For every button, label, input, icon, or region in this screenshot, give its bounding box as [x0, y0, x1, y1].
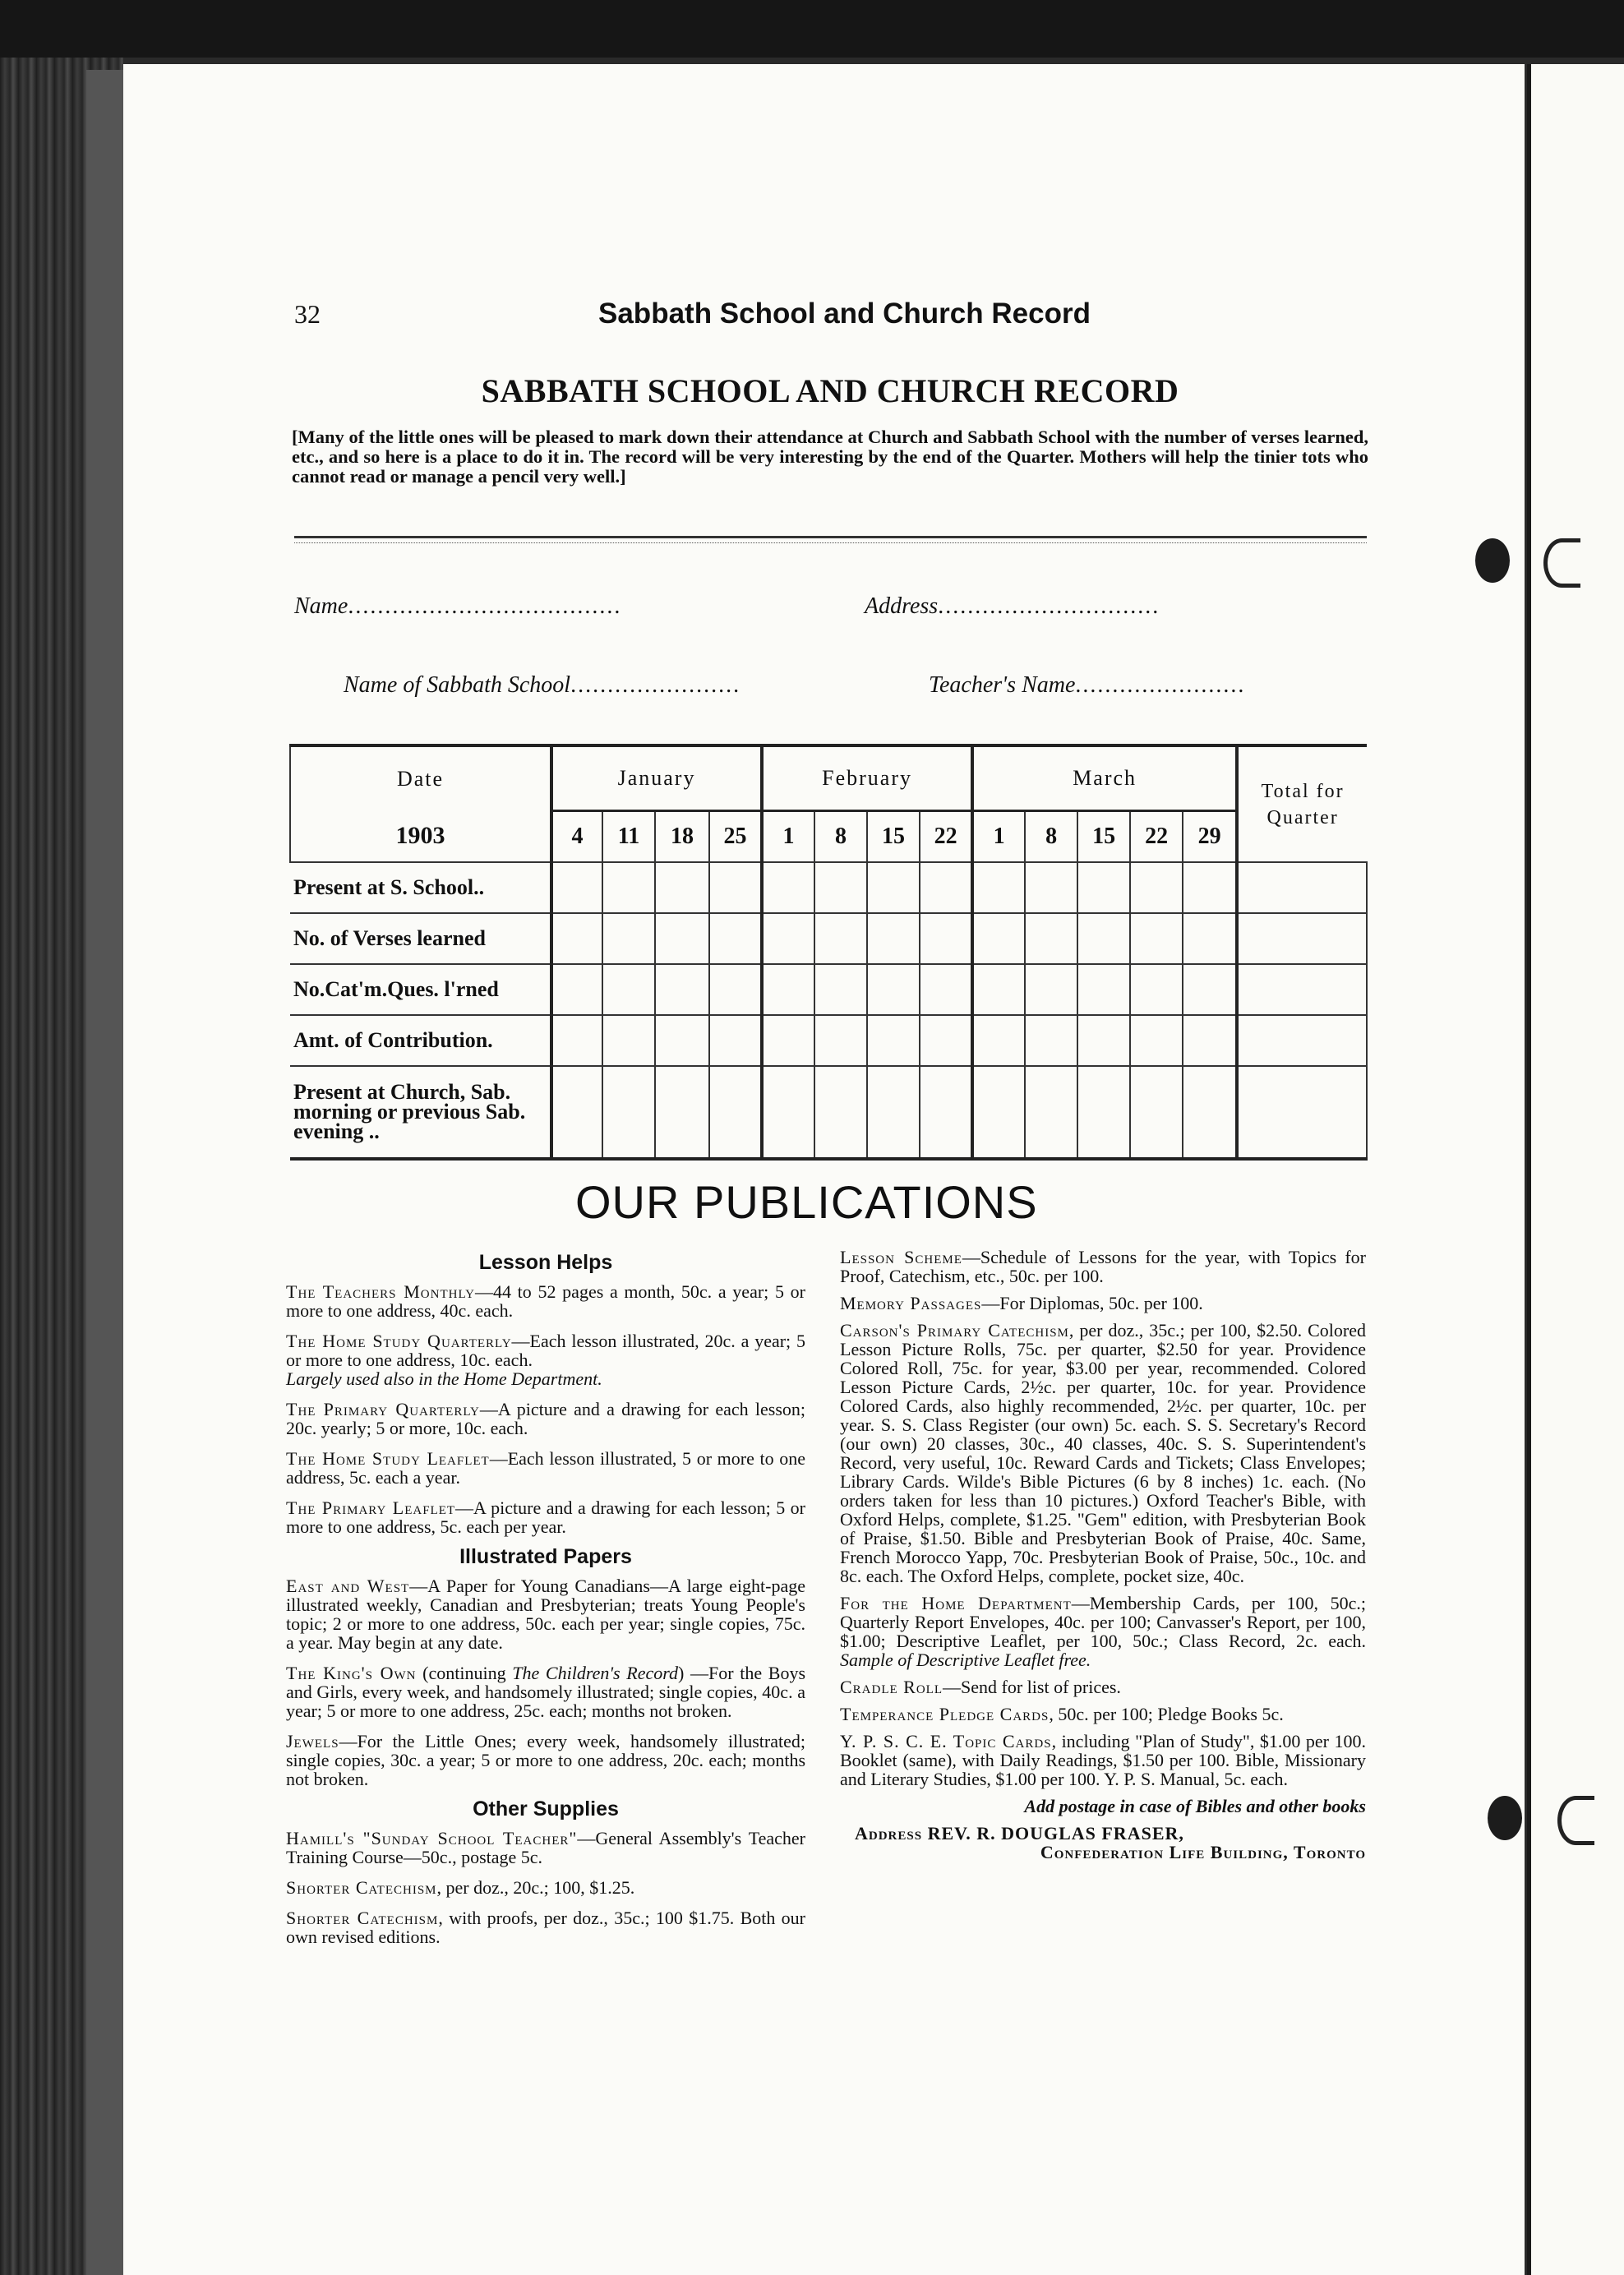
total-cell[interactable] — [1237, 1015, 1367, 1066]
divider — [294, 536, 1367, 538]
publication-item: The King's Own (continuing The Children's Record) —For the Boys and Girls, every week, and handsomely illustrated; single copies, 40c. a year; 5 or more to one address, 25c. each; months not broken. — [286, 1663, 806, 1721]
teacher-label: Teacher's Name — [929, 672, 1076, 698]
publication-item: Shorter Catechism, with proofs, per doz., 35c.; 100 $1.75. Both our own revised editions. — [286, 1908, 806, 1947]
publication-item: East and West—A Paper for Young Canadians—A large eight-page illustrated weekly, Canadian and Presbyterian; treats Young People's topic; 2 or more to one address, 50c. each per year; single copies, 75c. a year. May begin at any date. — [286, 1576, 805, 1653]
record-cell[interactable] — [709, 1066, 762, 1159]
record-cell[interactable] — [1183, 913, 1237, 964]
record-cell[interactable] — [1130, 1066, 1183, 1159]
record-cell[interactable] — [1130, 862, 1183, 913]
publication-item: Cradle Roll—Send for list of prices. — [840, 1677, 1121, 1697]
record-cell[interactable] — [1077, 1066, 1130, 1159]
record-cell[interactable] — [762, 913, 814, 964]
record-cell[interactable] — [1130, 1015, 1183, 1066]
record-cell[interactable] — [709, 862, 762, 913]
row-label: No.Cat'm.Ques. l'rned — [290, 964, 551, 1015]
record-cell[interactable] — [814, 862, 867, 913]
record-cell[interactable] — [602, 862, 655, 913]
record-cell[interactable] — [602, 964, 655, 1015]
record-cell[interactable] — [1025, 1015, 1077, 1066]
record-cell[interactable] — [655, 1066, 709, 1159]
row-label: Present at Church, Sab. morning or previous Sab. evening .. — [290, 1066, 551, 1159]
publication-item: The Home Study Leaflet—Each lesson illustrated, 5 or more to one address, 5c. each a year. — [286, 1448, 805, 1488]
record-cell[interactable] — [920, 1066, 972, 1159]
binder-hole-icon — [1475, 538, 1510, 583]
record-cell[interactable] — [602, 1015, 655, 1066]
day-header: 1 — [972, 811, 1025, 863]
scan-background — [0, 0, 1624, 58]
record-row — [290, 913, 1367, 964]
publication-item: Carson's Primary Catechism, per doz., 35c.; per 100, $2.50. Colored Lesson Picture Rolls, 75c. per quarter, $2.50 for year. Providence Colored Roll, 75c. for year, $3.00 per year, recommended. Colored Lesson Picture Cards, 2½c. per quarter, 10c. for year. Providence Colored Cards, also highly recommended, 2½c. per quarter, 10c. per year. S. S. Class Register (our own) 5c. each. S. S. Secretary's Record (our own) 20 classes, 30c., 40 classes, 40c. S. S. Superintendent's Record, very useful, 10c. Reward Cards and Tickets; Class Envelopes; Library Cards. Wilde's Bible Pictures (6 by 8 inches) 1c. each. (No orders taken for less than 10 pictures.) Oxford Teacher's Bible, with Oxford Helps, complete, $1.25. "Gem" edition, with Presbyterian Book of Praise, $1.50. Bible and Presbyterian Book of Praise, 40c. Same, French Morocco Yapp, 70c. Presbyterian Book of Praise, 50c., 10c. and 8c. each. The Oxford Helps, complete, pocket size, 40c. — [840, 1320, 1367, 1586]
record-cell[interactable] — [920, 913, 972, 964]
teacher-field[interactable]: Teacher's Name....................... — [929, 672, 1246, 698]
record-cell[interactable] — [655, 862, 709, 913]
day-header: 8 — [1025, 811, 1077, 863]
publication-item: Y. P. S. C. E. Topic Cards, including "Plan of Study", $1.00 per 100. Booklet (same), with Daily Readings, $1.50 per 100. Bible, Missionary and Literary Studies, $1.00 per 100. Y. P. S. Manual, 5c. each. — [840, 1731, 1366, 1789]
name-field[interactable]: Name..................................... — [294, 593, 622, 619]
total-header: Total for Quarter — [1237, 745, 1367, 862]
day-header: 25 — [709, 811, 762, 863]
publication-item: Hamill's "Sunday School Teacher"—General Assembly's Teacher Training Course—50c., postage 5c. — [286, 1828, 806, 1867]
day-header: 4 — [551, 811, 602, 863]
record-cell[interactable] — [762, 964, 814, 1015]
record-row — [290, 1066, 1367, 1159]
row-label: Present at S. School.. — [290, 862, 551, 913]
record-cell[interactable] — [920, 1015, 972, 1066]
adjacent-page-edge — [1527, 64, 1624, 2275]
binder-hole-icon — [1488, 1796, 1522, 1840]
record-cell[interactable] — [814, 913, 867, 964]
record-cell[interactable] — [1077, 1015, 1130, 1066]
record-cell[interactable] — [655, 1015, 709, 1066]
school-label: Name of Sabbath School — [344, 672, 571, 698]
record-cell[interactable] — [1025, 964, 1077, 1015]
record-cell[interactable] — [814, 964, 867, 1015]
postage-note: Add postage in case of Bibles and other books — [1024, 1796, 1366, 1816]
publication-item: The Home Study Quarterly—Each lesson illustrated, 20c. a year; 5 or more to one address, 10c. each. Largely used also in the Home Department. — [286, 1331, 806, 1389]
record-cell[interactable] — [972, 862, 1025, 913]
month-header-january: January — [551, 745, 762, 811]
record-cell[interactable] — [762, 862, 814, 913]
record-row — [290, 1015, 1367, 1066]
record-cell[interactable] — [655, 913, 709, 964]
record-cell[interactable] — [602, 1066, 655, 1159]
publication-item: The Primary Quarterly—A picture and a drawing for each lesson; 20c. yearly; 5 or more, 10c. each. — [286, 1399, 805, 1438]
address-line: Confederation Life Building, Toronto — [1040, 1842, 1366, 1862]
record-cell[interactable] — [867, 862, 920, 913]
book-spine-shadow — [86, 70, 123, 2275]
record-cell[interactable] — [867, 913, 920, 964]
record-row — [290, 862, 1367, 913]
record-cell[interactable] — [814, 1015, 867, 1066]
day-header: 11 — [602, 811, 655, 863]
day-header: 22 — [920, 811, 972, 863]
section-heading-lesson-helps: Lesson Helps — [478, 1251, 613, 1274]
total-cell[interactable] — [1237, 862, 1367, 913]
attendance-record-table — [289, 744, 1368, 1161]
section-heading-illustrated-papers: Illustrated Papers — [459, 1545, 632, 1568]
record-cell[interactable] — [867, 964, 920, 1015]
record-cell[interactable] — [1130, 964, 1183, 1015]
year-header: 1903 — [290, 811, 551, 863]
record-cell[interactable] — [762, 1015, 814, 1066]
binder-ring-icon — [1543, 538, 1580, 588]
total-cell[interactable] — [1237, 964, 1367, 1015]
day-header: 22 — [1130, 811, 1183, 863]
publication-item: Jewels—For the Little Ones; every week, handsomely illustrated; single copies, 30c. a year; 5 or more to one address, 20c. each; months not broken. — [286, 1731, 805, 1789]
school-field[interactable]: Name of Sabbath School....................... — [344, 672, 741, 698]
day-header: 8 — [814, 811, 867, 863]
day-header: 1 — [762, 811, 814, 863]
record-cell[interactable] — [709, 964, 762, 1015]
page-title: SABBATH SCHOOL AND CHURCH RECORD — [481, 372, 1179, 409]
record-cell[interactable] — [920, 964, 972, 1015]
row-label: Amt. of Contribution. — [290, 1015, 551, 1066]
day-header: 15 — [1077, 811, 1130, 863]
address-field[interactable]: Address.............................. — [865, 593, 1160, 619]
publication-item: For the Home Department—Membership Cards, per 100, 50c.; Quarterly Report Envelopes, 40c. per 100; Canvasser's Report, per 100, $1.00; Descriptive Leaflet, per 100, 50c.; Class Record, 2c. each. Sample of Descriptive Leaflet free. — [840, 1593, 1366, 1670]
month-header-march: March — [972, 745, 1237, 811]
publication-item: Temperance Pledge Cards, 50c. per 100; Pledge Books 5c. — [840, 1704, 1284, 1724]
publications-heading: OUR PUBLICATIONS — [575, 1176, 1038, 1228]
record-cell[interactable] — [551, 1066, 602, 1159]
left-column — [286, 1245, 805, 1958]
month-header-february: February — [762, 745, 972, 811]
publication-item: The Primary Leaflet—A picture and a drawing for each lesson; 5 or more to one address, 5c. each per year. — [286, 1497, 805, 1537]
day-header: 29 — [1183, 811, 1237, 863]
record-cell[interactable] — [1183, 1015, 1237, 1066]
record-cell[interactable] — [1077, 913, 1130, 964]
right-column — [840, 1248, 1366, 1862]
record-cell[interactable] — [972, 913, 1025, 964]
total-cell[interactable] — [1237, 913, 1367, 964]
publication-item: Shorter Catechism, per doz., 20c.; 100, $1.25. — [286, 1877, 635, 1898]
page-number: 32 — [294, 299, 321, 329]
record-cell[interactable] — [762, 1066, 814, 1159]
record-cell[interactable] — [1183, 964, 1237, 1015]
running-title: Sabbath School and Church Record — [598, 298, 1091, 330]
record-cell[interactable] — [1025, 913, 1077, 964]
record-cell[interactable] — [972, 1066, 1025, 1159]
record-cell[interactable] — [551, 913, 602, 964]
record-cell[interactable] — [920, 862, 972, 913]
record-cell[interactable] — [1183, 1066, 1237, 1159]
record-cell[interactable] — [972, 1015, 1025, 1066]
record-cell[interactable] — [1025, 1066, 1077, 1159]
address-line: Address REV. R. DOUGLAS FRASER, — [855, 1823, 1184, 1844]
record-cell[interactable] — [602, 913, 655, 964]
binder-ring-icon — [1557, 1796, 1594, 1845]
record-cell[interactable] — [1025, 862, 1077, 913]
publication-item: Memory Passages—For Diplomas, 50c. per 100. — [840, 1293, 1203, 1313]
record-cell[interactable] — [867, 1015, 920, 1066]
intro-paragraph: [Many of the little ones will be pleased to mark down their attendance at Church and Sabbath School with the number of verses learned, etc., and so here is a place to do it in. The record will be very interesting by the end of the Quarter. Mothers will help the tinier tots who cannot read or manage a pencil very well.] — [292, 427, 1368, 487]
record-cell[interactable] — [867, 1066, 920, 1159]
record-cell[interactable] — [1130, 913, 1183, 964]
publication-item: Lesson Scheme—Schedule of Lessons for the year, with Topics for Proof, Catechism, etc., 50c. per 100. — [840, 1247, 1366, 1286]
publication-item: The Teachers Monthly—44 to 52 pages a month, 50c. a year; 5 or more to one address, 40c. each. — [286, 1281, 805, 1321]
record-cell[interactable] — [655, 964, 709, 1015]
record-cell[interactable] — [551, 964, 602, 1015]
day-header: 18 — [655, 811, 709, 863]
day-header: 15 — [867, 811, 920, 863]
section-heading-other-supplies: Other Supplies — [473, 1797, 619, 1820]
divider — [294, 542, 1367, 543]
record-cell[interactable] — [709, 913, 762, 964]
record-cell[interactable] — [551, 1015, 602, 1066]
name-label: Name — [294, 593, 348, 619]
record-cell[interactable] — [709, 1015, 762, 1066]
total-cell[interactable] — [1237, 1066, 1367, 1159]
record-cell[interactable] — [1077, 862, 1130, 913]
record-cell[interactable] — [551, 862, 602, 913]
record-cell[interactable] — [972, 964, 1025, 1015]
record-cell[interactable] — [1077, 964, 1130, 1015]
record-cell[interactable] — [1183, 862, 1237, 913]
date-header: Date — [290, 745, 551, 811]
record-row — [290, 964, 1367, 1015]
record-cell[interactable] — [814, 1066, 867, 1159]
address-label: Address — [865, 593, 939, 619]
row-label: No. of Verses learned — [290, 913, 551, 964]
